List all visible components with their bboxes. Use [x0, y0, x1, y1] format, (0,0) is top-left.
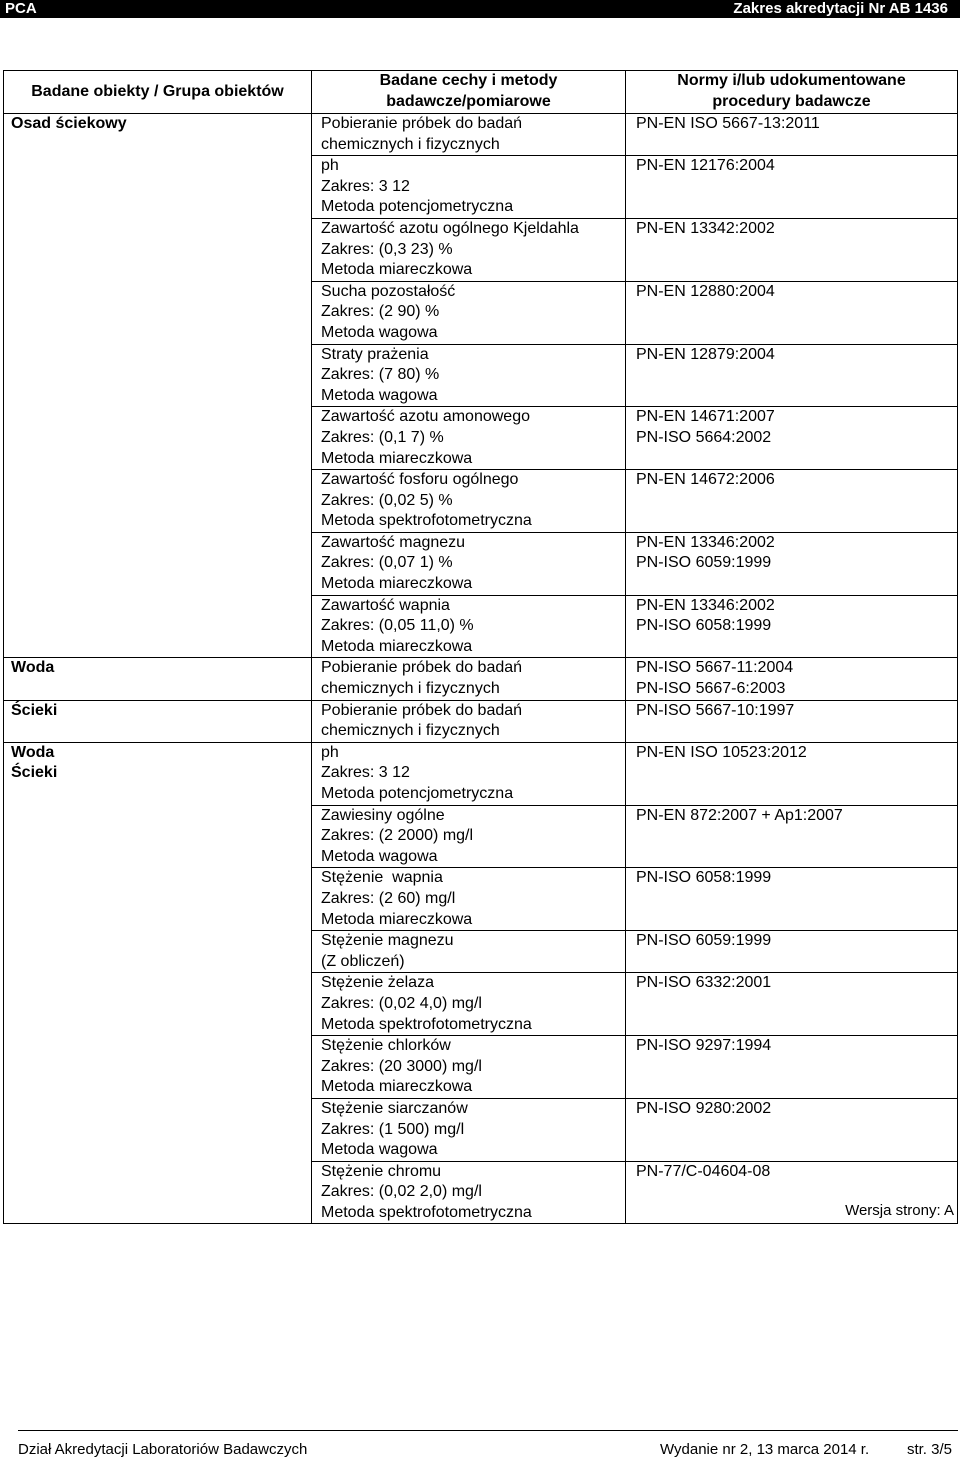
method-cell: Pobieranie próbek do badań chemicznych i fizycznych: [312, 700, 626, 742]
norm-cell: PN-EN 13346:2002 PN-ISO 6059:1999: [626, 532, 958, 595]
header-objects: Badane obiekty / Grupa obiektów: [4, 71, 312, 114]
norm-cell: PN-EN 12879:2004: [626, 344, 958, 407]
norm-cell: PN-ISO 9280:2002: [626, 1098, 958, 1161]
method-cell: Zawiesiny ogólne Zakres: (2 2000) mg/l Metoda wagowa: [312, 805, 626, 868]
table-row: [4, 742, 958, 805]
footer-page-number: str. 3/5: [906, 1441, 952, 1458]
method-cell: Stężenie magnezu (Z obliczeń): [312, 931, 626, 973]
norm-cell: PN-77/C-04604-08: [626, 1161, 958, 1224]
norm-cell: PN-EN 14672:2006: [626, 470, 958, 533]
norm-cell: PN-EN 14671:2007 PN-ISO 5664:2002: [626, 407, 958, 470]
norm-cell: PN-ISO 6059:1999: [626, 931, 958, 973]
norm-cell: PN-ISO 9297:1994: [626, 1036, 958, 1099]
norm-cell: PN-EN 872:2007 + Ap1:2007: [626, 805, 958, 868]
footer: [18, 1430, 958, 1461]
table-row: [4, 658, 958, 700]
table-row: [4, 700, 958, 742]
object-cell: Woda: [4, 658, 312, 700]
header-norms: Normy i/lub udokumentowane procedury badawcze: [626, 71, 958, 114]
method-cell: Stężenie chromu Zakres: (0,02 2,0) mg/l Metoda spektrofotometryczna: [312, 1161, 626, 1224]
method-cell: Zawartość azotu amonowego Zakres: (0,1 7) % Metoda miareczkowa: [312, 407, 626, 470]
table-header-row: [4, 71, 958, 114]
header-right: Zakres akredytacji Nr AB 1436: [733, 0, 948, 17]
method-cell: Zawartość azotu ogólnego Kjeldahla Zakres: (0,3 23) % Metoda miareczkowa: [312, 218, 626, 281]
footer-edition: Wydanie nr 2, 13 marca 2014 r.: [660, 1441, 870, 1458]
method-cell: Sucha pozostałość Zakres: (2 90) % Metoda wagowa: [312, 281, 626, 344]
norm-cell: PN-ISO 6332:2001: [626, 973, 958, 1036]
norm-cell: PN-EN 13346:2002 PN-ISO 6058:1999: [626, 595, 958, 658]
norm-cell: PN-EN 12176:2004: [626, 156, 958, 219]
table-row: [4, 114, 958, 156]
object-cell: Osad ściekowy: [4, 114, 312, 658]
method-cell: Stężenie siarczanów Zakres: (1 500) mg/l Metoda wagowa: [312, 1098, 626, 1161]
header-left: PCA: [5, 0, 37, 17]
object-cell: Ścieki: [4, 700, 312, 742]
norm-cell: PN-ISO 5667-10:1997: [626, 700, 958, 742]
norm-cell: PN-ISO 6058:1999: [626, 868, 958, 931]
method-cell: Pobieranie próbek do badań chemicznych i fizycznych: [312, 114, 626, 156]
norm-cell: PN-EN ISO 10523:2012: [626, 742, 958, 805]
object-cell: Woda Ścieki: [4, 742, 312, 1224]
norm-cell: PN-EN 13342:2002: [626, 218, 958, 281]
footer-department: Dział Akredytacji Laboratoriów Badawczych: [18, 1441, 308, 1458]
method-cell: Straty prażenia Zakres: (7 80) % Metoda wagowa: [312, 344, 626, 407]
method-cell: Pobieranie próbek do badań chemicznych i fizycznych: [312, 658, 626, 700]
method-cell: Zawartość fosforu ogólnego Zakres: (0,02 5) % Metoda spektrofotometryczna: [312, 470, 626, 533]
method-cell: Stężenie żelaza Zakres: (0,02 4,0) mg/l Metoda spektrofotometryczna: [312, 973, 626, 1036]
norm-cell: PN-EN 12880:2004: [626, 281, 958, 344]
header-bar: [0, 0, 960, 18]
header-methods: Badane cechy i metody badawcze/pomiarowe: [312, 71, 626, 114]
page-version: Wersja strony: A: [845, 1202, 954, 1219]
method-cell: ph Zakres: 3 12 Metoda potencjometryczna: [312, 156, 626, 219]
table-body: [4, 114, 958, 1224]
norm-cell: PN-ISO 5667-11:2004 PN-ISO 5667-6:2003: [626, 658, 958, 700]
method-cell: Stężenie chlorków Zakres: (20 3000) mg/l Metoda miareczkowa: [312, 1036, 626, 1099]
norm-cell: PN-EN ISO 5667-13:2011: [626, 114, 958, 156]
method-cell: Zawartość wapnia Zakres: (0,05 11,0) % Metoda miareczkowa: [312, 595, 626, 658]
method-cell: Stężenie wapnia Zakres: (2 60) mg/l Metoda miareczkowa: [312, 868, 626, 931]
method-cell: Zawartość magnezu Zakres: (0,07 1) % Metoda miareczkowa: [312, 532, 626, 595]
method-cell: ph Zakres: 3 12 Metoda potencjometryczna: [312, 742, 626, 805]
accreditation-table: [3, 70, 958, 1224]
